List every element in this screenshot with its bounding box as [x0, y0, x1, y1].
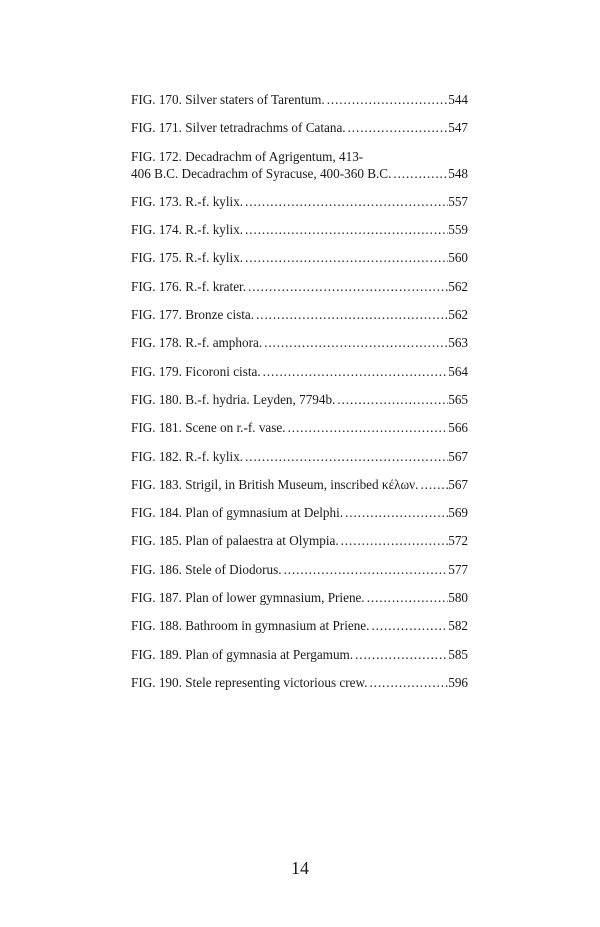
toc-entry [131, 419, 468, 436]
entry-title: FIG. 175. R.-f. kylix. [131, 250, 244, 266]
entry-page-number: 577 [448, 561, 468, 577]
entry-title: FIG. 170. Silver staters of Tarentum. [131, 92, 325, 107]
entry-page-number: 560 [448, 250, 468, 266]
toc-entry [131, 148, 468, 182]
leader-dots [369, 617, 448, 634]
entry-title: FIG. 176. R.-f. krater. [131, 278, 247, 294]
leader-dots [243, 221, 448, 238]
entry-page-number: 569 [448, 505, 468, 521]
leader-dots [346, 119, 449, 136]
entry-page-number: 565 [448, 391, 468, 407]
toc-entry [131, 91, 468, 108]
entry-page-number: 562 [448, 307, 468, 323]
entry-page-number: 548 [448, 165, 468, 181]
entry-title: FIG. 187. Plan of lower gymnasium, Priene. [131, 590, 365, 606]
entry-page-number: 547 [448, 120, 468, 136]
toc-entry [131, 674, 468, 691]
toc-entry [131, 249, 468, 266]
entry-title: FIG. 181. Scene on r.-f. vase. [131, 420, 286, 436]
entry-title: FIG. 179. Ficoroni cista. [131, 363, 261, 379]
leader-dots [286, 419, 449, 436]
leader-dots [391, 165, 448, 182]
toc-entry [131, 306, 468, 323]
entry-page-number: 563 [448, 335, 468, 351]
leader-dots [243, 249, 448, 266]
leader-dots [243, 193, 448, 210]
entry-page-number: 559 [448, 222, 468, 238]
leader-dots [254, 306, 448, 323]
toc-entry [131, 363, 468, 380]
leader-dots [246, 278, 448, 295]
entry-title-line1: FIG. 172. Decadrachm of Agrigentum, 413- [131, 148, 364, 164]
leader-dots [365, 589, 449, 606]
leader-dots [335, 391, 448, 408]
entry-title: FIG. 171. Silver tetradrachms of Catana. [131, 120, 346, 136]
toc-entry [131, 532, 468, 549]
toc-entry [131, 391, 468, 408]
entry-page-number: 557 [448, 193, 468, 209]
entry-title: FIG. 174. R.-f. kylix. [131, 222, 244, 238]
toc-entry [131, 334, 468, 351]
entry-page-number: 562 [448, 278, 468, 294]
entry-second-line [131, 165, 468, 182]
leader-dots [339, 532, 449, 549]
entry-title: FIG. 186. Stele of Diodorus. [131, 561, 282, 577]
entry-title: FIG. 188. Bathroom in gymnasium at Priene. [131, 618, 370, 634]
entry-first-line [131, 148, 468, 165]
entry-page-number: 572 [448, 533, 468, 549]
entry-title: FIG. 180. B.-f. hydria. Leyden, 7794b. [131, 391, 336, 407]
leader-dots [418, 476, 448, 493]
leader-dots [261, 363, 449, 380]
entry-page-number: 564 [448, 363, 468, 379]
entry-title: FIG. 177. Bronze cista. [131, 307, 255, 323]
leader-dots [325, 91, 449, 108]
entry-page-number: 580 [448, 590, 468, 606]
entry-title: FIG. 190. Stele representing victorious crew. [131, 674, 368, 690]
toc-entry [131, 476, 468, 493]
toc-entry [131, 278, 468, 295]
leader-dots [262, 334, 448, 351]
entry-title: FIG. 183. Strigil, in British Museum, inscribed κέλων. [131, 476, 419, 492]
toc-entry [131, 193, 468, 210]
entry-title: FIG. 185. Plan of palaestra at Olympia. [131, 533, 339, 549]
entry-title: FIG. 178. R.-f. amphora. [131, 335, 263, 351]
leader-dots [282, 561, 449, 578]
entry-title: FIG. 184. Plan of gymnasium at Delphi. [131, 505, 344, 521]
leader-dots [343, 504, 448, 521]
entry-page-number: 566 [448, 420, 468, 436]
toc-entry [131, 448, 468, 465]
toc-entry [131, 561, 468, 578]
page-number: 14 [291, 858, 309, 878]
toc-entry [131, 221, 468, 238]
toc-entry [131, 589, 468, 606]
entry-page-number: 567 [448, 476, 468, 492]
toc-entry [131, 617, 468, 634]
leader-dots [243, 448, 448, 465]
leader-dots [353, 646, 448, 663]
leader-dots [367, 674, 448, 691]
entry-title-line2: 406 B.C. Decadrachm of Syracuse, 400-360 B.C. [131, 165, 392, 181]
entry-page-number: 567 [448, 448, 468, 464]
toc-entry [131, 504, 468, 521]
entry-title: FIG. 189. Plan of gymnasia at Pergamum. [131, 646, 354, 662]
entry-title: FIG. 182. R.-f. kylix. [131, 448, 244, 464]
toc-entry [131, 646, 468, 663]
list-of-figures [131, 91, 468, 702]
entry-page-number: 544 [448, 92, 468, 107]
entry-page-number: 585 [448, 646, 468, 662]
entry-page-number: 596 [448, 674, 468, 690]
toc-entry [131, 119, 468, 136]
entry-title: FIG. 173. R.-f. kylix. [131, 193, 244, 209]
entry-page-number: 582 [448, 618, 468, 634]
